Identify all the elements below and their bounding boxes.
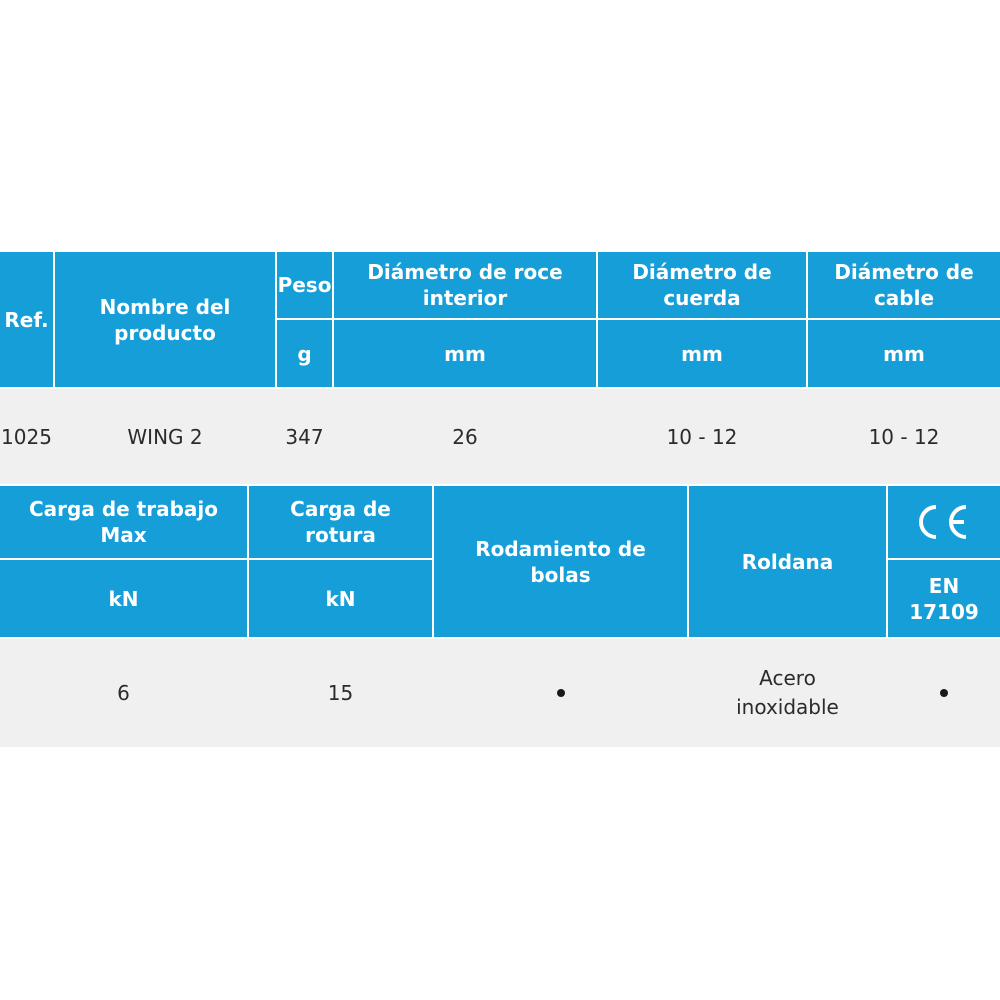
cell-nombre-value: WING 2	[127, 424, 203, 449]
header-diam-cable	[808, 252, 1000, 318]
bullet-dot-icon	[940, 689, 948, 697]
header-nombre-label: Nombre del producto	[99, 294, 231, 345]
header-en-standard	[888, 560, 1000, 637]
cell-ref-value: 1025	[1, 424, 52, 449]
header-carga-trabajo	[0, 486, 247, 558]
header-peso-unit-label: g	[297, 341, 312, 366]
header-carga-trabajo-unit-label: kN	[108, 586, 139, 611]
header-rodamiento-label: Rodamiento de bolas	[475, 536, 646, 587]
header-diam-cable-label: Diámetro de cable	[834, 260, 974, 310]
header-carga-rotura	[249, 486, 432, 558]
cell-peso	[277, 389, 332, 484]
header-diam-roce-unit-label: mm	[444, 341, 486, 366]
cell-ref	[0, 389, 53, 484]
cell-diam-roce	[334, 389, 596, 484]
header-diam-cuerda-unit	[598, 320, 806, 387]
ce-mark-icon	[914, 502, 974, 542]
cell-carga-rotura-value: 15	[327, 681, 354, 705]
cell-peso-value: 347	[285, 424, 324, 449]
header-diam-cable-unit	[808, 320, 1000, 387]
header-peso	[277, 252, 332, 318]
cell-diam-cuerda	[598, 389, 806, 484]
header-peso-label: Peso	[277, 273, 332, 297]
ce-mark-cell	[888, 486, 1000, 558]
header-diam-cuerda	[598, 252, 806, 318]
header-carga-rotura-unit-label: kN	[325, 586, 356, 611]
header-diam-roce-unit	[334, 320, 596, 387]
cell-roldana	[689, 639, 886, 747]
header-carga-trabajo-unit	[0, 560, 247, 637]
cell-nombre	[55, 389, 275, 484]
cell-en-standard	[888, 639, 1000, 747]
header-peso-unit	[277, 320, 332, 387]
header-ref	[0, 252, 53, 387]
cell-diam-cable-value: 10 - 12	[868, 424, 940, 449]
cell-roldana-value: Acero inoxidable	[736, 666, 839, 719]
bullet-dot-icon	[557, 689, 565, 697]
header-rodamiento	[434, 486, 687, 637]
header-en-line2: 17109	[909, 599, 979, 624]
header-diam-cuerda-label: Diámetro de cuerda	[632, 260, 772, 310]
header-diam-roce-label: Diámetro de roce interior	[367, 260, 563, 310]
header-nombre	[55, 252, 275, 387]
cell-carga-trabajo	[0, 639, 247, 747]
header-carga-trabajo-label: Carga de trabajo Max	[29, 497, 218, 547]
cell-carga-rotura	[249, 639, 432, 747]
cell-carga-trabajo-value: 6	[117, 681, 130, 705]
header-carga-rotura-unit	[249, 560, 432, 637]
header-carga-rotura-label: Carga de rotura	[290, 497, 391, 547]
header-diam-cuerda-unit-label: mm	[681, 341, 723, 366]
header-roldana	[689, 486, 886, 637]
header-diam-roce	[334, 252, 596, 318]
header-ref-label: Ref.	[4, 307, 49, 332]
cell-diam-cuerda-value: 10 - 12	[666, 424, 738, 449]
header-en-line1: EN	[928, 573, 960, 598]
header-diam-cable-unit-label: mm	[883, 341, 925, 366]
cell-diam-cable	[808, 389, 1000, 484]
cell-rodamiento	[434, 639, 687, 747]
header-roldana-label: Roldana	[741, 549, 834, 574]
cell-diam-roce-value: 26	[452, 424, 478, 449]
